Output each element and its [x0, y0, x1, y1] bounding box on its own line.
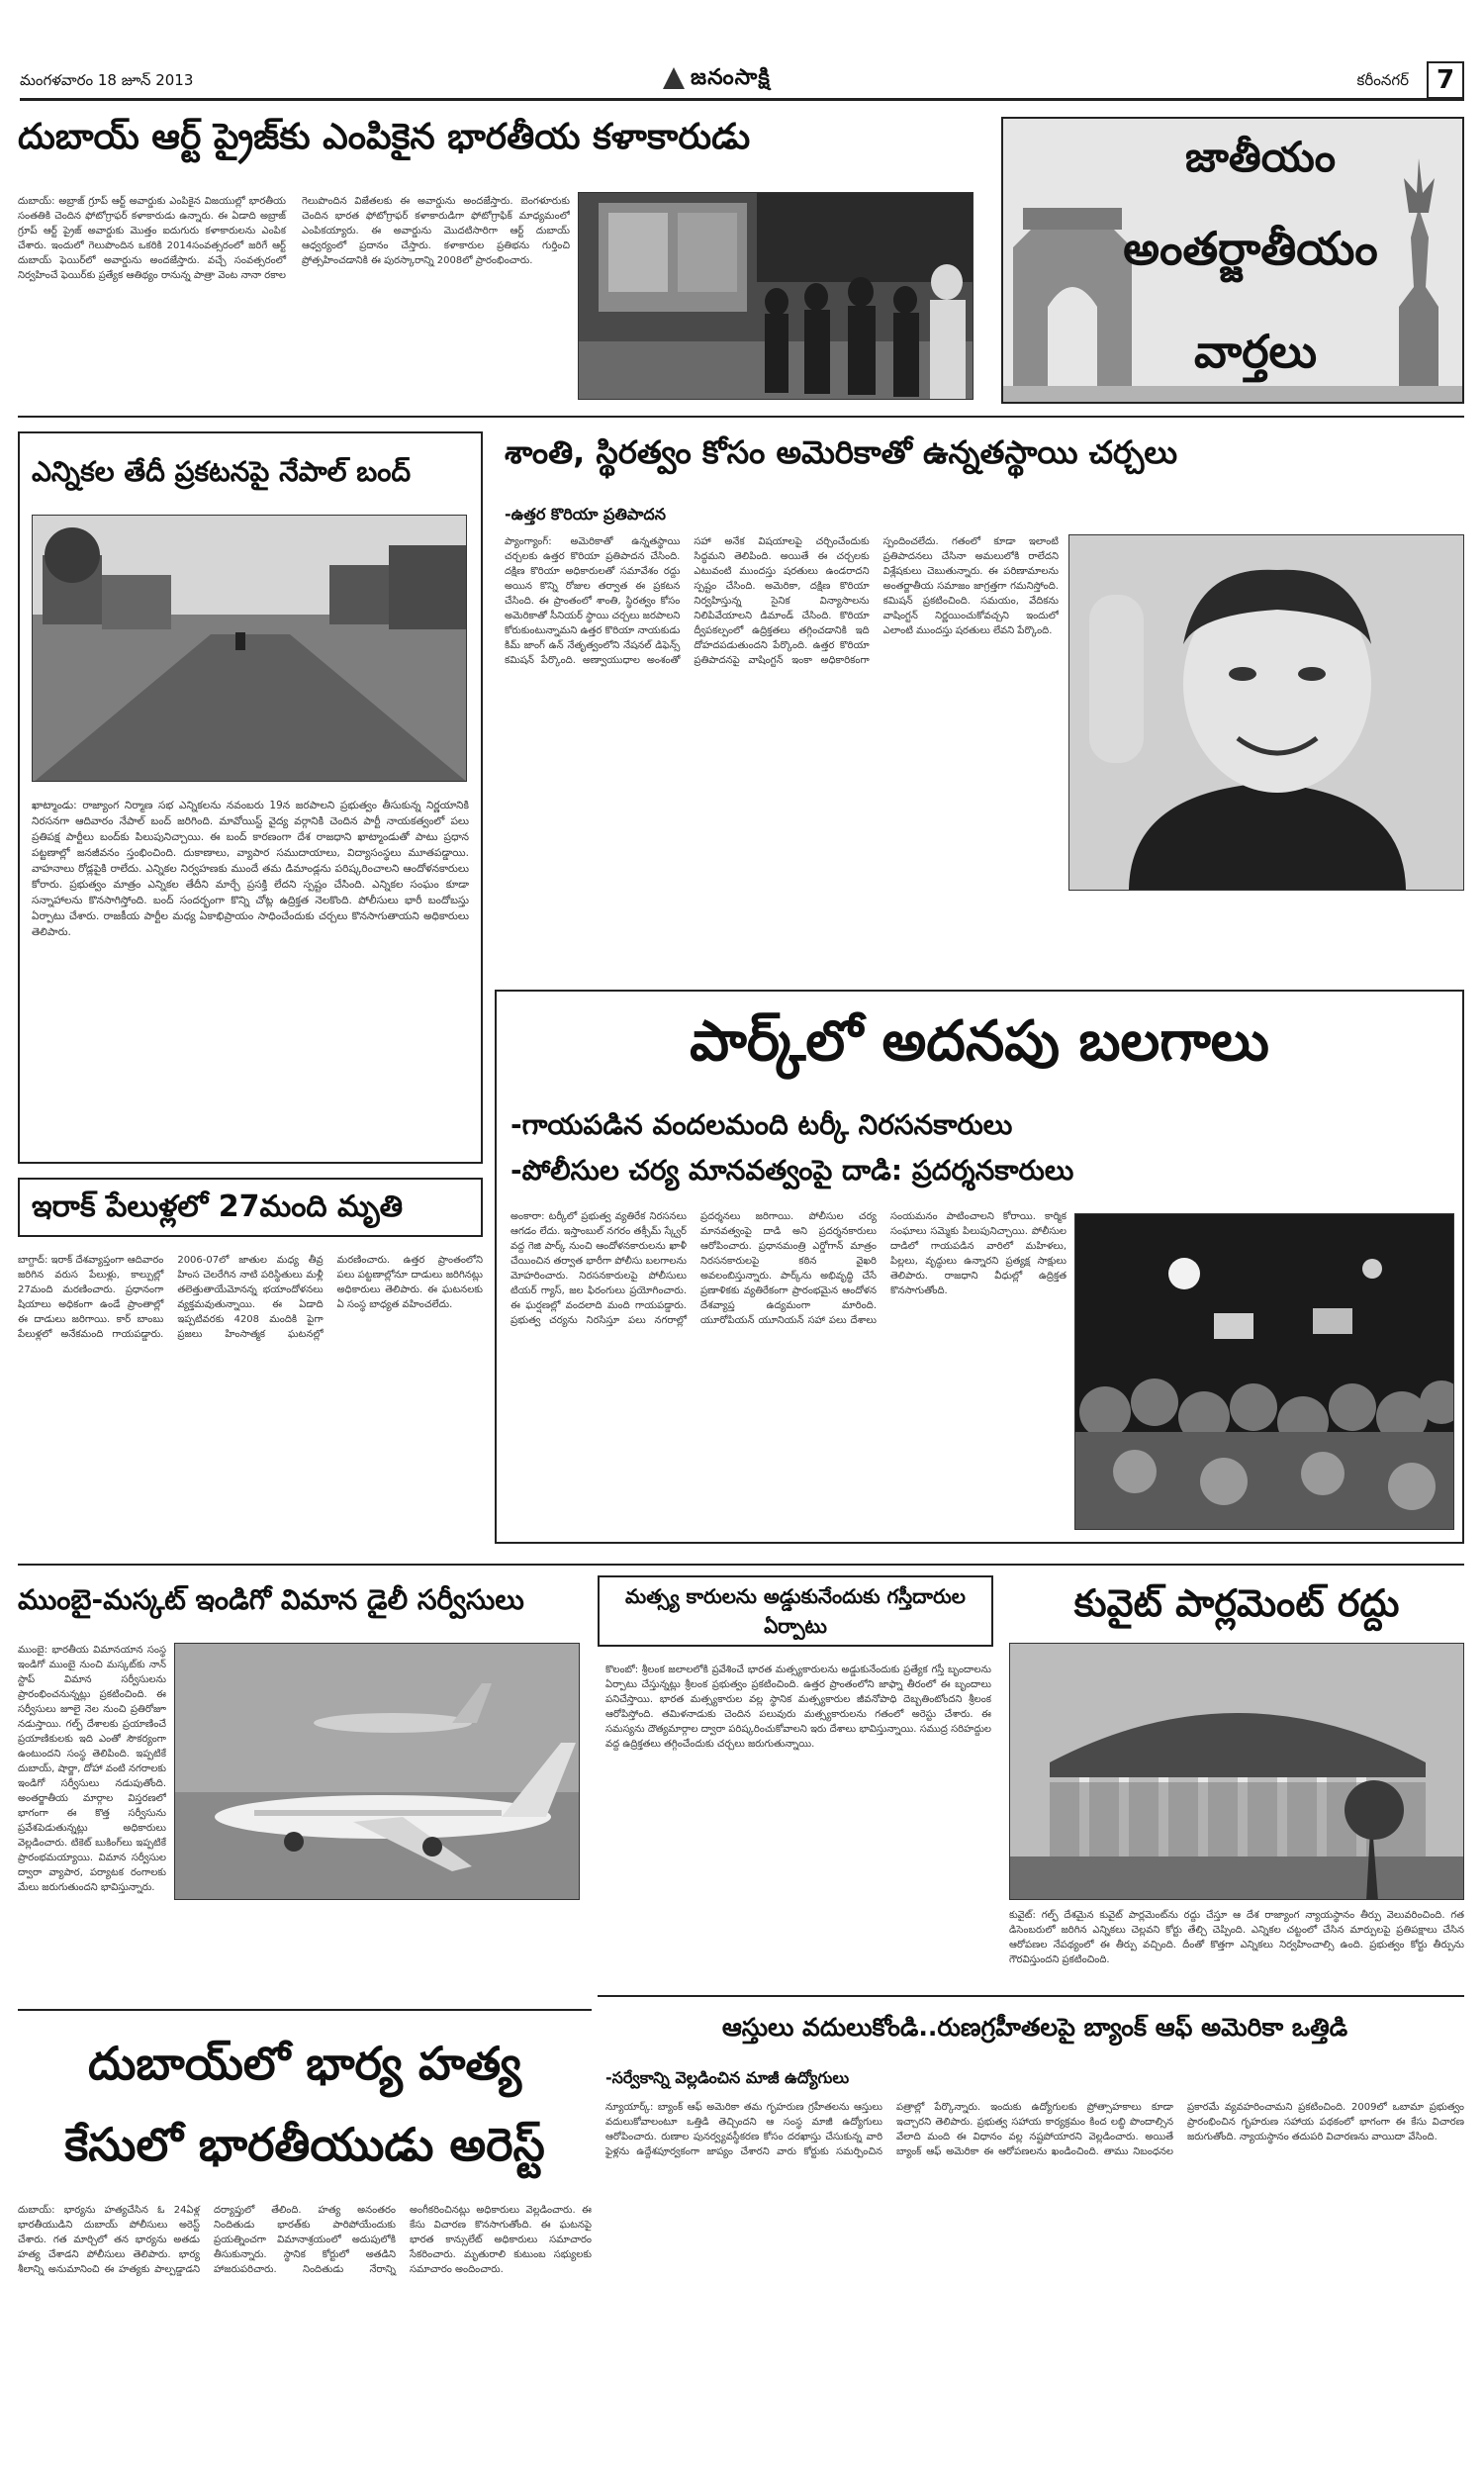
dubai-art-body: దుబాయ్: అబ్రాజ్ గ్రూప్ ఆర్ట్ అవార్డుకు ఎంపికైన విజయుల్లో భారతీయ సంతతికి చెందిన ఫోటోగ్రాఫర్ కళాకారుడు ఉన్నారు. ఈ ఏడాది అబ్రాజ్ గ్రూప్ ఆర్ట్ ప్రైజ్ అవార్డుకు మొత్తం ఐదుగురు కళాకారులను ఎంపిక చేశారు. ఇందులో గెలుపొందిన ఒకరికి 2014సంవత్సరంలో జరిగే ఆర్ట్ దుబాయ్ ఫెయిర్‌లో అవార్డును అందజేస్తారు. వచ్చే సంవత్సరంలో నిర్వహించే ఫెయిర్‌కు ప్రత్యేక ఆతిథ్యం రానున్న పాత్రా వెంట నానా రకాల గెలుపొందిన విజేతలకు ఈ అవార్డును అందజేస్తారు. బెంగళూరుకు చెందిన భారత ఫోటోగ్రాఫర్ కళాకారుడిగా ఫోటోగ్రాఫిక్ మాధ్యమంలో ఎంపికయ్యారు. ఈ అవార్డును మొదటిసారిగా ఆర్ట్ దుబాయ్ ఆధ్వర్యంలో ప్రదానం చేస్తారు. కళాకారుల ప్రతిభను గుర్తించి ప్రోత్సహించడానికి ఈ పురస్కారాన్ని 2008లో ప్రారంభించారు. [18, 196, 570, 281]
indigo-plane-photo [174, 1643, 580, 1900]
nepal-headline: ఎన్నికల తేదీ ప్రకటనపై నేపాల్ బంద్ [32, 455, 412, 488]
kuwait-photo-art [1010, 1644, 1464, 1900]
dubai-art-headline: దుబాయ్ ఆర్ట్ ప్రైజ్‌కు ఎంపికైన భారతీయ కళాకారుడు [18, 117, 751, 157]
section-banner [1001, 117, 1464, 404]
exhibition-photo [578, 192, 974, 400]
fishermen-headline: మత్స్య కారులను అడ్డుకునేందుకు గస్తీదారుల ఏర్పాటు [625, 1584, 966, 1638]
kuwait-parliament-photo [1009, 1643, 1464, 1900]
korea-photo-art [1069, 535, 1464, 891]
turkey-sub2: -పోలీసుల చర్య మానవత్వంపై దాడి: ప్రదర్శనకారులు [510, 1154, 1074, 1187]
divider [18, 1564, 1464, 1566]
edition-city: కరీంనగర్ [1356, 71, 1409, 89]
iraq-headline: ఇరాక్ పేలుళ్లలో 27మంది మృతి [32, 1189, 404, 1224]
kuwait-body: కువైట్: గల్ఫ్ దేశమైన కువైట్ పార్లమెంట్‌ను రద్దు చేస్తూ ఆ దేశ రాజ్యాంగ న్యాయస్థానం తీర్పు వెలువరించింది. గత డిసెంబరులో జరిగిన ఎన్నికలు చెల్లవని కోర్టు తేల్చి చెప్పింది. ఎన్నికల చట్టంలో చేసిన మార్పులపై ప్రతిపక్షాలు చేసిన ఆరోపణల నేపథ్యంలో ఈ తీర్పు వచ్చింది. దీంతో కొత్తగా ఎన్నికలు నిర్వహించాల్సి ఉంది. ప్రభుత్వం కోర్టు తీర్పును గౌరవిస్తుందని ప్రకటించింది. [1009, 1910, 1464, 1965]
nepal-photo-art [33, 516, 467, 782]
banner-line2: అంతర్జాతీయం [1123, 222, 1378, 275]
indigo-headline: ముంబై-మస్కట్ ఇండిగో విమాన డైలీ సర్వీసులు [18, 1583, 524, 1616]
divider [18, 2009, 592, 2011]
bofa-subhead: -సర్వేకాన్ని వెల్లడించిన మాజీ ఉద్యోగులు [605, 2068, 850, 2087]
nepal-body: ఖాట్మాండు: రాజ్యాంగ నిర్మాణ సభ ఎన్నికలను నవంబరు 19న జరపాలని ప్రభుత్వం తీసుకున్న నిర్ణయానికి నిరసనగా ఆదివారం నేపాల్ బంద్ జరిగింది. మావోయిస్ట్ వైద్య వర్గానికి చెందిన పార్టీ నాయకత్వంలో పలు ప్రతిపక్ష పార్టీలు బంద్‌కు పిలుపునిచ్చాయి. ఈ బంద్ కారణంగా దేశ రాజధాని ఖాట్మాండుతో పాటు ప్రధాన పట్టణాల్లో జనజీవనం స్తంభించింది. దుకాణాలు, వ్యాపార సముదాయాలు, విద్యాసంస్థలు మూతపడ్డాయి. వాహనాలు రోడ్లపైకి రాలేదు. ఎన్నికల నిర్వహణకు ముందే తమ డిమాండ్లను పరిష్కరించాలని ఆందోళనకారులు కోరారు. ప్రభుత్వం మాత్రం ఎన్నికల తేదీని మార్చే ప్రసక్తి లేదని స్పష్టం చేసింది. ఎన్నికల సంఘం కూడా సన్నాహాలను కొనసాగిస్తోంది. బంద్ సందర్భంగా కొన్ని చోట్ల ఉద్రిక్తత నెలకొంది. పోలీసులు భారీ బందోబస్తు ఏర్పాటు చేశారు. రాజకీయ పార్టీల మధ్య ఏకాభిప్రాయం సాధించేందుకు చర్చలు కొనసాగుతాయని అధికారులు తెలిపారు. [32, 800, 469, 938]
divider [18, 416, 1464, 418]
paper-logo [663, 65, 771, 95]
masthead [20, 65, 1464, 101]
issue-date: మంగళవారం 18 జూన్ 2013 [20, 71, 194, 89]
bofa-body: న్యూయార్క్: బ్యాంక్ ఆఫ్ అమెరికా తమ గృహరుణ గ్రహీతలను ఆస్తులు వదులుకోవాలంటూ ఒత్తిడి తెచ్చిందని ఆ సంస్థ మాజీ ఉద్యోగులు ఆరోపించారు. రుణాల పునర్వ్యవస్థీకరణ కోసం దరఖాస్తు చేసుకున్న వారి ఫైళ్లను ఉద్దేశపూర్వకంగా జాప్యం చేశారని వారు కోర్టుకు సమర్పించిన పత్రాల్లో పేర్కొన్నారు. ఇందుకు ఉద్యోగులకు ప్రోత్సాహకాలు కూడా ఇచ్చారని తెలిపారు. ప్రభుత్వ సహాయ కార్యక్రమం కింద లబ్ధి పొందాల్సిన వేలాది మంది ఈ విధానం వల్ల నష్టపోయారని వెల్లడించారు. అయితే బ్యాంక్ ఆఫ్ అమెరికా ఈ ఆరోపణలను ఖండించింది. తాము నిబంధనల ప్రకారమే వ్యవహరించామని ప్రకటించింది. 2009లో ఒబామా ప్రభుత్వం ప్రారంభించిన గృహరుణ సహాయ పథకంలో భాగంగా ఈ కేసు విచారణ జరుగుతోంది. న్యాయస్థానం తదుపరి విచారణను వాయిదా వేసింది. [605, 2102, 1464, 2157]
iraq-body: బాగ్దాద్: ఇరాక్ దేశవ్యాప్తంగా ఆదివారం జరిగిన వరుస పేలుళ్లు, కాల్పుల్లో 27మంది మరణించారు. ప్రధానంగా షియాలు అధికంగా ఉండే ప్రాంతాల్లో ఈ దాడులు జరిగాయి. కార్ బాంబు పేలుళ్లలో అనేకమంది గాయపడ్డారు. 2006-07లో జాతుల మధ్య తీవ్ర హింస చెలరేగిన నాటి పరిస్థితులు మళ్లీ తలెత్తుతాయేమోనన్న భయాందోళనలు వ్యక్తమవుతున్నాయి. ఈ ఏడాది ఇప్పటివరకు 4208 మందికి పైగా ప్రజలు హింసాత్మక ఘటనల్లో మరణించారు. ఉత్తర ప్రాంతంలోని పలు పట్టణాల్లోనూ దాడులు జరిగినట్లు అధికారులు తెలిపారు. ఈ ఘటనలకు ఏ సంస్థ బాధ్యత వహించలేదు. [18, 1255, 483, 1340]
logo-icon [663, 67, 685, 89]
exhibition-photo-art [579, 193, 974, 400]
turkey-body: అంకారా: టర్కీలో ప్రభుత్వ వ్యతిరేక నిరసనలు ఆగడం లేదు. ఇస్తాంబుల్ నగరం తక్సీమ్ స్క్వేర్ వద్ద గెజి పార్క్ నుంచి ఆందోళనకారులను ఖాళీ చేయించిన తర్వాత భారీగా పోలీసు బలగాలను మోహరించారు. నిరసనకారులపై పోలీసులు టియర్ గ్యాస్, జల ఫిరంగులు ప్రయోగించారు. ఈ ఘర్షణల్లో వందలాది మంది గాయపడ్డారు. ప్రభుత్వ చర్యను నిరసిస్తూ పలు నగరాల్లో ప్రదర్శనలు జరిగాయి. పోలీసుల చర్య మానవత్వంపై దాడి అని ప్రదర్శనకారులు ఆరోపించారు. ప్రధానమంత్రి ఎర్డోగాన్ మాత్రం నిరసనకారులపై కఠిన వైఖరి అవలంబిస్తున్నారు. పార్క్‌ను అభివృద్ధి చేసే ప్రణాళికకు వ్యతిరేకంగా ప్రారంభమైన ఆందోళన దేశవ్యాప్త ఉద్యమంగా మారింది. యూరోపియన్ యూనియన్ సహా పలు దేశాలు సంయమనం పాటించాలని కోరాయి. కార్మిక సంఘాలు సమ్మెకు పిలుపునిచ్చాయి. పోలీసుల దాడిలో గాయపడిన వారిలో మహిళలు, పిల్లలు, వృద్ధులు ఉన్నారని ప్రత్యక్ష సాక్షులు తెలిపారు. రాజధాని వీధుల్లో ఉద్రిక్తత కొనసాగుతోంది. [510, 1211, 1067, 1326]
kuwait-headline: కువైట్ పార్లమెంట్ రద్దు [1073, 1581, 1400, 1625]
korea-headline: శాంతి, స్థిరత్వం కోసం అమెరికాతో ఉన్నతస్థాయి చర్చలు [505, 433, 1178, 471]
nepal-street-photo [32, 515, 467, 782]
indigo-body-left: ముంబై: భారతీయ విమానయాన సంస్థ ఇండిగో ముంబై నుంచి మస్కట్‌కు నాన్ స్టాప్ విమాన సర్వీసులను ప్రారంభించనున్నట్లు ప్రకటించింది. ఈ సర్వీసులు జూలై నెల నుంచి ప్రతిరోజూ నడుస్తాయి. గల్ఫ్ దేశాలకు ప్రయాణించే ప్రయాణికులకు ఇది ఎంతో సౌకర్యంగా ఉంటుందని సంస్థ తెలిపింది. ఇప్పటికే దుబాయ్, షార్జా, దోహా వంటి నగరాలకు ఇండిగో సర్వీసులు నడుపుతోంది. అంతర్జాతీయ మార్గాల విస్తరణలో భాగంగా ఈ కొత్త సర్వీసును ప్రవేశపెడుతున్నట్లు అధికారులు వెల్లడించారు. టికెట్ బుకింగ్‌లు ఇప్పటికే ప్రారంభమయ్యాయి. విమాన సర్వీసుల ద్వారా వ్యాపార, పర్యాటక రంగాలకు మేలు జరుగుతుందని భావిస్తున్నారు. [18, 1645, 166, 1893]
dubai-murder-headline-1: దుబాయ్‌లో భార్య హత్య [87, 2037, 522, 2090]
turkey-photo-art [1075, 1214, 1454, 1530]
korea-body: ప్యాంగ్యాంగ్: అమెరికాతో ఉన్నతస్థాయి చర్చలకు ఉత్తర కొరియా ప్రతిపాదన చేసింది. దక్షిణ కొరియా అధికారులతో సమావేశం రద్దు అయిన కొన్ని రోజుల తర్వాత ఈ ప్రకటన చేసింది. ఈ ప్రాంతంలో శాంతి, స్థిరత్వం కోసం అమెరికాతో సీనియర్ స్థాయి చర్చలు జరపాలని కోరుకుంటున్నామని ఉత్తర కొరియా నాయకుడు కిమ్ జాంగ్ ఉన్ నేతృత్వంలోని నేషనల్ డిఫెన్స్ కమిషన్ పేర్కొంది. అణ్వాయుధాల అంశంతో సహా అనేక విషయాలపై చర్చించేందుకు సిద్ధమని తెలిపింది. అయితే ఈ చర్చలకు ఎటువంటి ముందస్తు షరతులు ఉండరాదని స్పష్టం చేసింది. అమెరికా, దక్షిణ కొరియా నిర్వహిస్తున్న సైనిక విన్యాసాలను నిలిపివేయాలని డిమాండ్ చేసింది. కొరియా ద్వీపకల్పంలో ఉద్రిక్తతలు తగ్గించడానికి ఇది దోహదపడుతుందని పేర్కొంది. ఉత్తర కొరియా ప్రతిపాదనపై వాషింగ్టన్ ఇంకా అధికారికంగా స్పందించలేదు. గతంలో కూడా ఇలాంటి ప్రతిపాదనలు చేసినా అమలులోకి రాలేదని విశ్లేషకులు చెబుతున్నారు. ఈ పరిణామాలను అంతర్జాతీయ సమాజం జాగ్రత్తగా గమనిస్తోంది. కమిషన్ ప్రకటించింది. సమయం, వేదికను వాషింగ్టన్ నిర్ణయించుకోవచ్చని ఇందులో ఎలాంటి ముందస్తు షరతులు లేవని పేర్కొంది. [505, 536, 1059, 666]
turkey-headline: పార్క్‌లో అదనపు బలగాలు [690, 1009, 1269, 1074]
turkey-sub1: -గాయపడిన వందలమంది టర్కీ నిరసనకారులు [510, 1108, 1013, 1141]
banner-line1: జాతీయం [1184, 133, 1337, 181]
kim-jong-un-photo [1068, 534, 1464, 891]
indigo-photo-art [175, 1644, 580, 1900]
dubai-murder-body: దుబాయ్: భార్యను హత్యచేసిన ఓ 24ఏళ్ల భారతీయుడిని దుబాయ్ పోలీసులు అరెస్ట్ చేశారు. గత మార్చిలో తన భార్యను అతడు హత్య చేశాడని పోలీసులు తెలిపారు. భార్య శీలాన్ని అనుమానించి ఈ హత్యకు పాల్పడ్డాడని దర్యాప్తులో తేలింది. హత్య అనంతరం నిందితుడు భారత్‌కు పారిపోయేందుకు ప్రయత్నించగా విమానాశ్రయంలో అదుపులోకి తీసుకున్నారు. స్థానిక కోర్టులో అతడిని హాజరుపరిచారు. నిందితుడు నేరాన్ని అంగీకరించినట్లు అధికారులు వెల్లడించారు. ఈ కేసు విచారణ కొనసాగుతోంది. ఈ ఘటనపై భారత కాన్సులేట్ అధికారులు సమాచారం సేకరించారు. మృతురాలి కుటుంబ సభ్యులకు సమాచారం అందించారు. [18, 2205, 592, 2275]
turkey-protest-photo [1074, 1213, 1454, 1530]
paper-logo-text: జనంసాక్షి [691, 65, 771, 90]
bofa-headline: ఆస్తులు వదులుకోండి..రుణగ్రహీతలపై బ్యాంక్ ఆఫ్ అమెరికా ఒత్తిడి [721, 2013, 1348, 2042]
page-number: 7 [1427, 61, 1464, 99]
fishermen-body: కొలంబో: శ్రీలంక జలాలలోకి ప్రవేశించే భారత మత్స్యకారులను అడ్డుకునేందుకు ప్రత్యేక గస్తీ బృందాలను ఏర్పాటు చేస్తున్నట్లు శ్రీలంక ప్రభుత్వం ప్రకటించింది. ఉత్తర ప్రాంతంలోని జాఫ్నా తీరంలో ఈ బృందాలు పనిచేస్తాయి. భారత మత్స్యకారుల వల్ల స్థానిక మత్స్యకారుల జీవనోపాధి దెబ్బతింటోందని శ్రీలంక ఆరోపిస్తోంది. తమిళనాడుకు చెందిన పలువురు మత్స్యకారులను గతంలో అరెస్టు చేశారు. ఈ సమస్యను దౌత్యమార్గాల ద్వారా పరిష్కరించుకోవాలని ఇరు దేశాలు భావిస్తున్నాయి. సముద్ర సరిహద్దుల వద్ద ఉద్రిక్తతలు తగ్గించేందుకు చర్చలు జరుగుతున్నాయి. [605, 1665, 991, 1750]
dubai-murder-headline-2: కేసులో భారతీయుడు అరెస్ట్ [64, 2118, 545, 2171]
korea-subhead: -ఉత్తర కొరియా ప్రతిపాదన [505, 505, 666, 523]
banner-line3: వార్తలు [1193, 325, 1318, 378]
divider [598, 1995, 1464, 1997]
korea-body-tail [1068, 897, 1464, 966]
indigo-body-bottom [18, 1916, 580, 1999]
